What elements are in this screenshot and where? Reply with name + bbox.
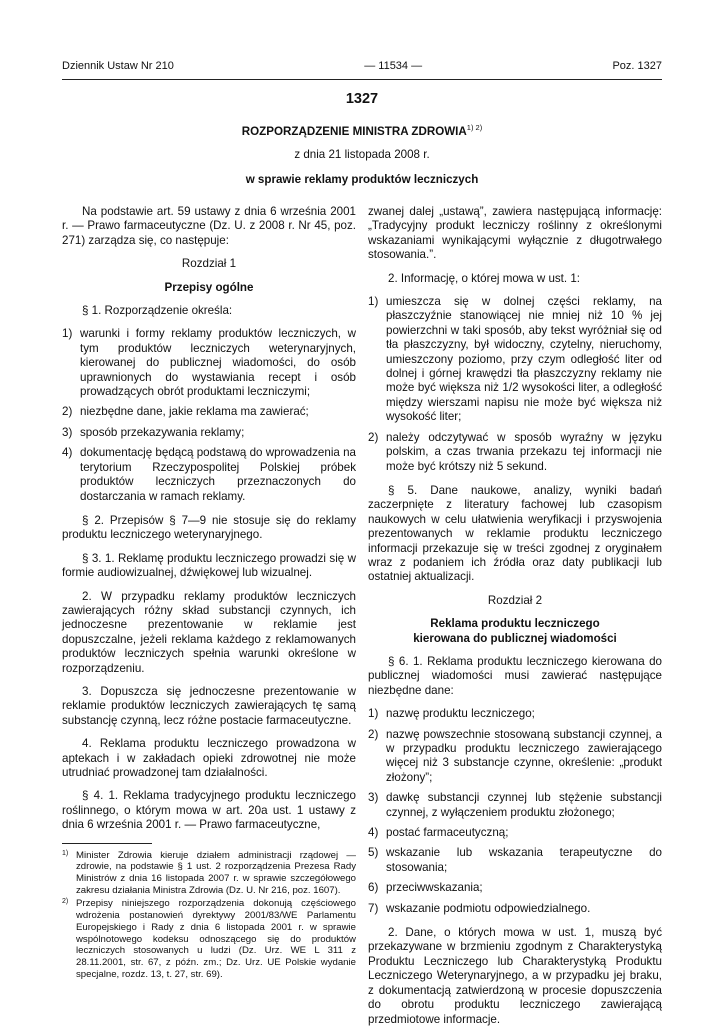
chapter-1-heading: Rozdział 1 bbox=[181, 257, 237, 271]
list-item-text: sposób przekazywania reklamy; bbox=[80, 425, 245, 439]
list-item-text: należy odczytywać w sposób wyraźny w języku polskim, a czas trwania przekazu tej informacji nie może być krótszy niż 5 sekund. bbox=[386, 430, 662, 473]
left-column bbox=[62, 205, 356, 982]
list-item-number: 4) bbox=[62, 446, 73, 460]
list-item-number: 5) bbox=[368, 846, 379, 860]
list-item-text: przeciwwskazania; bbox=[386, 881, 483, 895]
page-header bbox=[62, 60, 662, 80]
act-title-footnote-refs: 1) 2) bbox=[466, 123, 483, 132]
chapter-2-title-line-2: kierowana do publicznej wiadomości bbox=[413, 631, 617, 645]
list-item-text: warunki i formy reklamy produktów leczniczych, w tym produktów leczniczych weterynaryjnych, kierowanej do publicznej wiadomości, do osób uprawnionych do wystawiania recept i osób prowadzących obrót produktami leczniczymi; bbox=[80, 327, 356, 399]
list-item-number: 4) bbox=[368, 826, 379, 840]
list-item-text: wskazanie lub wskazania terapeutyczne do stosowania; bbox=[386, 846, 662, 874]
section-6-2: 2. Dane, o których mowa w ust. 1, muszą być przekazywane w brzmieniu zgodnym z Charakterystyką Produktu Leczniczego lub Charakterystyką Produktu Leczniczego Weterynaryjnego, a w przypadku jej braku, z dokumentacją zatwierdzoną w procesie dopuszczenia do obrotu produktu leczniczego zawierającą przedmiotowe informacje. bbox=[368, 926, 662, 1026]
section-3-1: § 3. 1. Reklamę produktu leczniczego prowadzi się w formie audiowizualnej, dźwiękowej lub wizualnej. bbox=[62, 551, 356, 580]
list-item bbox=[368, 881, 662, 895]
section-5: § 5. Dane naukowe, analizy, wyniki badań zaczerpnięte z literatury fachowej lub czasopism naukowych w celu ułatwienia weryfikacji i przyswojenia prezentowanych w reklamie produktu leczniczego informacji przekazuje się w treści zgodnej z oryginałem wraz z podaniem ich źródła oraz daty publikacji lub ostatniej aktualizacji. bbox=[368, 483, 662, 584]
act-date: z dnia 21 listopada 2008 r. bbox=[294, 148, 430, 161]
act-subject: w sprawie reklamy produktów leczniczych bbox=[245, 173, 479, 186]
list-item-text: nazwę powszechnie stosowaną substancji czynnej, a w przypadku produktu leczniczego zawierającego więcej niż 3 substancje czynne, określenie: „produkt złożony”; bbox=[386, 727, 662, 784]
act-number: 1327 bbox=[345, 91, 379, 107]
chapter-1-title: Przepisy ogólne bbox=[164, 280, 254, 294]
list-item bbox=[368, 902, 662, 916]
list-item-number: 1) bbox=[368, 707, 379, 721]
list-item-number: 2) bbox=[368, 727, 379, 741]
footnote-text: Przepisy niniejszego rozporządzenia dokonują częściowego wdrożenia postanowień dyrektywy 2001/83/WE Parlamentu Europejskiego i Rady z dnia 6 listopada 2001 r. w sprawie wspólnotowego kodeksu odnoszącego się do produktów leczniczych stosowanych u ludzi (Dz. Urz. WE L 311 z 28.11.2001, str. 67, z późn. zm.; Dz. Urz. UE Polskie wydanie specjalne, rozdz. 13, t. 27, str. 69). bbox=[76, 898, 356, 980]
journal-name: Dziennik Ustaw Nr 210 bbox=[62, 60, 174, 72]
list-item-text: umieszcza się w dolnej części reklamy, na płaszczyźnie stanowiącej nie mniej niż 10 % jej powierzchni w taki sposób, aby tekst wyróżniał się od tła płaszczyzny, był widoczny, czytelny, nieruchomy, umieszczony poziomo, przy czym odległość liter od dolnej i górnej krawędzi tła płaszczyzny reklamy nie może być większa niż 1/2 wysokości liter, a odległość między wierszami napisu nie może być większa niż wysokość liter; bbox=[386, 295, 662, 424]
list-item bbox=[62, 327, 356, 399]
section-1-lead: § 1. Rozporządzenie określa: bbox=[82, 304, 233, 318]
footnote-divider bbox=[62, 843, 152, 844]
section-3-4: 4. Reklama produktu leczniczego prowadzona w aptekach i w zakładach opieki zdrowotnej nie może utrudniać prowadzonej tam działalności. bbox=[62, 737, 356, 779]
footnote-text: Minister Zdrowia kieruje działem administracji rządowej — zdrowie, na podstawie § 1 ust. 2 rozporządzenia Prezesa Rady Ministrów z dnia 16 listopada 2007 r. w sprawie szczegółowego zakresu działania Ministra Zdrowia (Dz. U. Nr 216, poz. 1607). bbox=[76, 849, 356, 896]
section-2: § 2. Przepisów § 7—9 nie stosuje się do reklamy produktu leczniczego weterynaryjnego. bbox=[62, 513, 356, 542]
section-6-1-lead: § 6. 1. Reklama produktu leczniczego kierowana do publicznej wiadomości musi zawierać następujące niezbędne dane: bbox=[368, 654, 662, 697]
list-item bbox=[368, 431, 662, 474]
list-item-text: dokumentację będącą podstawą do wprowadzenia na terytorium Rzeczypospolitej Polskiej próbek produktów leczniczych przeznaczonych do dostarczania w ramach reklamy. bbox=[80, 446, 356, 503]
list-item bbox=[368, 846, 662, 875]
chapter-2-heading: Rozdział 2 bbox=[487, 593, 543, 607]
list-item-number: 1) bbox=[62, 327, 73, 341]
list-item-text: wskazanie podmiotu odpowiedzialnego. bbox=[386, 901, 591, 915]
footnote-mark: 2) bbox=[62, 898, 69, 906]
section-3-2: 2. W przypadku reklamy produktów leczniczych zawierających różny skład substancji czynnych, ich jednoczesne prezentowanie w reklamie jest dopuszczalne, jeżeli reklama każdego z reklamowanych produktów leczniczych spełnia warunki określone w rozporządzeniu. bbox=[62, 589, 356, 675]
list-item bbox=[368, 728, 662, 786]
right-column bbox=[368, 205, 662, 1036]
list-item-text: niezbędne dane, jakie reklama ma zawierać; bbox=[80, 405, 309, 419]
list-item bbox=[368, 295, 662, 425]
list-item bbox=[62, 446, 356, 504]
section-3-3: 3. Dopuszcza się jednoczesne prezentowanie w reklamie produktów leczniczych zawierających tę samą substancję czynną, lecz różne postacie farmaceutyczne. bbox=[62, 684, 356, 727]
list-item bbox=[368, 791, 662, 820]
footnote bbox=[62, 850, 356, 897]
footnote-mark: 1) bbox=[62, 849, 69, 857]
list-item bbox=[368, 707, 662, 721]
list-item-number: 6) bbox=[368, 881, 379, 895]
list-item-text: nazwę produktu leczniczego; bbox=[386, 707, 535, 721]
act-title bbox=[0, 121, 724, 139]
list-item-number: 1) bbox=[368, 295, 379, 309]
list-item-text: postać farmaceutyczną; bbox=[386, 826, 509, 840]
intro-paragraph: Na podstawie art. 59 ustawy z dnia 6 września 2001 r. — Prawo farmaceutyczne (Dz. U. z 2008 r. Nr 45, poz. 271) zarządza się, co następuje: bbox=[62, 205, 356, 247]
list-item bbox=[62, 405, 356, 419]
act-title-text: ROZPORZĄDZENIE MINISTRA ZDROWIA bbox=[241, 124, 467, 138]
list-item-number: 2) bbox=[368, 430, 379, 444]
page-number: — 11534 — bbox=[364, 60, 423, 72]
section-4-1-continued: zwanej dalej „ustawą”, zawiera następującą informację: „Tradycyjny produkt leczniczy roślinny z określonymi wskazaniami wynikającymi wyłącznie z długotrwałego stosowania.”. bbox=[368, 205, 662, 262]
chapter-2-title-line-1: Reklama produktu leczniczego bbox=[430, 617, 600, 631]
list-item bbox=[62, 426, 356, 440]
list-item-text: dawkę substancji czynnej lub stężenie substancji czynnej, z wyłączeniem produktu złożonego; bbox=[386, 791, 662, 819]
list-item-number: 3) bbox=[62, 425, 73, 439]
footnote bbox=[62, 898, 356, 980]
section-4-1: § 4. 1. Reklama tradycyjnego produktu leczniczego roślinnego, o którym mowa w art. 20a ust. 1 ustawy z dnia 6 września 2001 r. — Prawo farmaceutyczne, bbox=[62, 789, 356, 832]
position-number: Poz. 1327 bbox=[612, 60, 662, 72]
list-item-number: 2) bbox=[62, 405, 73, 419]
list-item-number: 7) bbox=[368, 901, 379, 915]
list-item-number: 3) bbox=[368, 791, 379, 805]
section-4-2-lead: 2. Informację, o której mowa w ust. 1: bbox=[388, 271, 581, 285]
list-item bbox=[368, 826, 662, 840]
